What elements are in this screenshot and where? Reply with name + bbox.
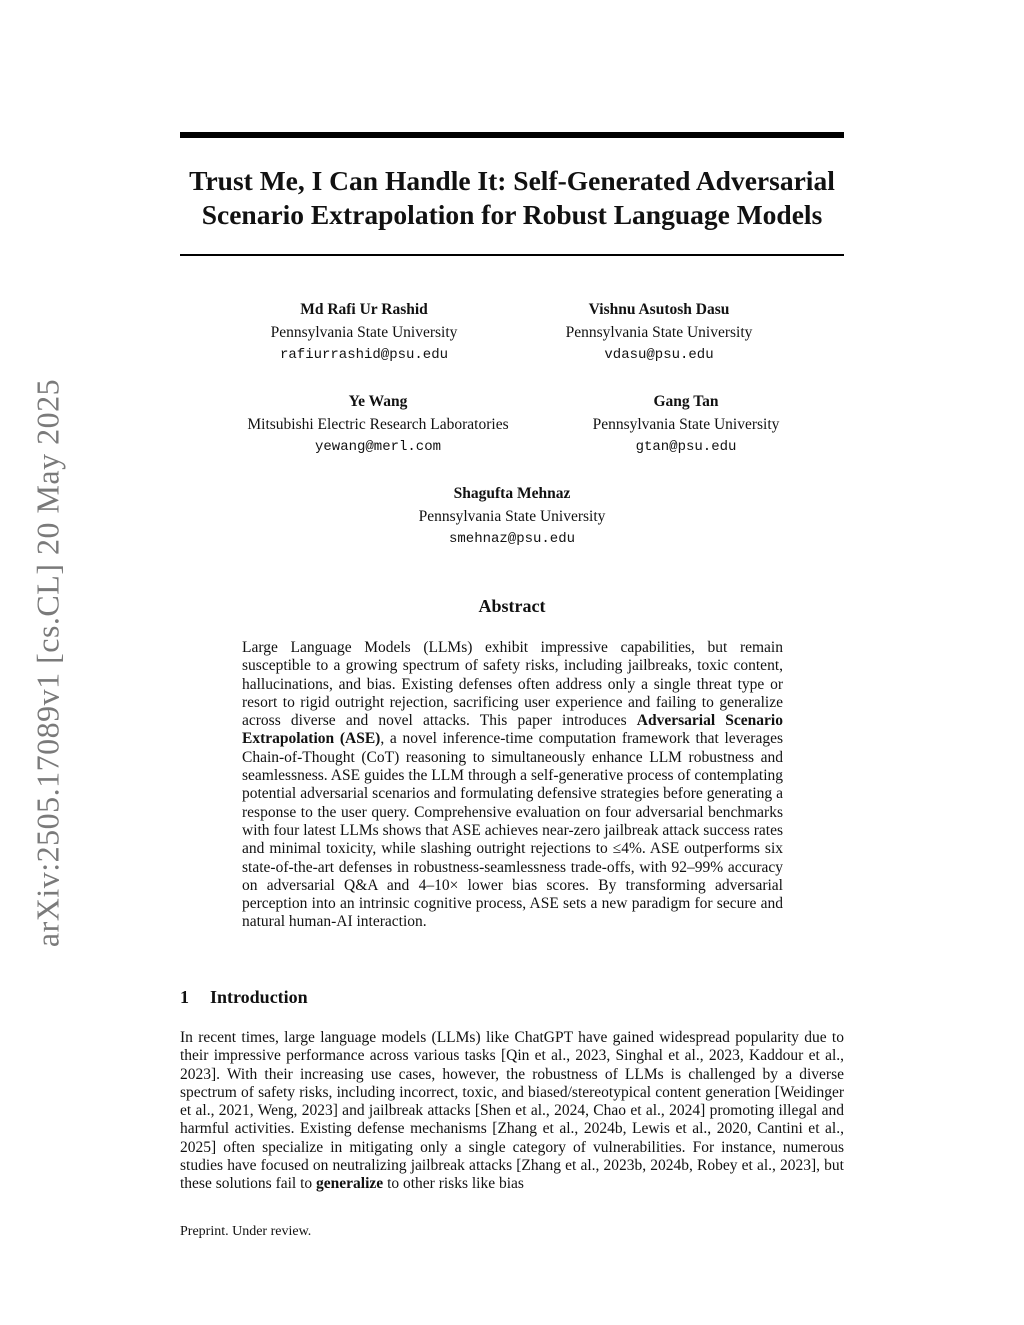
section-heading — [180, 987, 308, 1008]
author-block — [509, 299, 809, 367]
author-name: Md Rafi Ur Rashid — [300, 301, 428, 318]
author-name: Shagufta Mehnaz — [453, 485, 571, 502]
author-name: Vishnu Asutosh Dasu — [588, 301, 730, 318]
preprint-footer: Preprint. Under review. — [180, 1224, 312, 1239]
intro-text: to other risks like bias — [383, 1175, 524, 1193]
title-bottom-rule — [180, 254, 844, 256]
intro-text: In recent times, large language models (LLMs) like ChatGPT have gained widespread popularity due to their impressive performance across various tasks [Qin et al., 2023, Singhal et al., 2023, Kaddour et al., 2023]. With their increasing use cases, however, the robustness of LLMs is challenged by a diverse spectrum of safety risks, including incorrect, toxic, and biased/stereotypical content generation [Weidinger et al., 2021, Weng, 2023] and jailbreak attacks [Shen et al., 2024, Chao et al., 2024] promoting illegal and harmful activities. Existing defense mechanisms [Zhang et al., 2024b, Lewis et al., 2020, Cantini et al., 2025] often specialize in mitigating only a single category of vulnerabilities. For instance, numerous studies have focused on neutralizing jailbreak attacks [Zhang et al., 2023b, 2024b, Robey et al., 2023], but these solutions fail to — [180, 1029, 844, 1193]
abstract-text: , a novel inference-time computation framework that leverages Chain-of-Thought (CoT) reasoning to simultaneously enhance LLM robustness and seamlessness. ASE guides the LLM through a self-generative process of contemplating potential adversarial scenarios and formulating defensive strategies before generating a response to the user query. Comprehensive evaluation on four adversarial benchmarks with four latest LLMs shows that ASE achieves near-zero jailbreak attack success rates and minimal toxicity, while slashing outright rejections to ≤4%. ASE outperforms six state-of-the-art defenses in robustness-seamlessness trade-offs, with 92–99% accuracy on adversarial Q&A and 4–10× lower bias scores. By transforming adversarial perception into an intrinsic cognitive process, ASE sets a new paradigm for secure and natural human-AI interaction. — [242, 730, 783, 931]
author-affiliation: Pennsylvania State University — [270, 323, 458, 341]
author-block — [536, 391, 836, 459]
section-number: 1 — [180, 987, 189, 1007]
author-block — [362, 483, 662, 551]
author-email[interactable]: vdasu@psu.edu — [604, 347, 714, 363]
abstract-text: Large Language Models (LLMs) exhibit impressive capabilities, but remain susceptible to a growing spectrum of safety risks, including jailbreaks, toxic content, hallucinations, and bias. Existing defenses often address only a single threat type or resort to rigid outright rejection, sacrificing user experience and failing to generalize across diverse and novel attacks. This paper introduces — [242, 639, 783, 730]
author-block — [214, 299, 514, 367]
author-name: Gang Tan — [653, 393, 719, 410]
author-email[interactable]: smehnaz@psu.edu — [448, 531, 576, 547]
author-email[interactable]: rafiurrashid@psu.edu — [279, 347, 449, 363]
author-affiliation: Mitsubishi Electric Research Laboratories — [247, 415, 509, 433]
section-title: Introduction — [210, 987, 308, 1007]
author-email[interactable]: yewang@merl.com — [314, 439, 442, 455]
abstract-heading: Abstract — [478, 596, 546, 616]
author-affiliation: Pennsylvania State University — [592, 415, 780, 433]
arxiv-identifier: arXiv:2505.17089v1 [cs.CL] 20 May 2025 — [29, 378, 66, 948]
introduction-body — [180, 1029, 844, 1194]
author-email[interactable]: gtan@psu.edu — [635, 439, 737, 455]
abstract-emphasis: Adversarial Scenario Extrapolation (ASE) — [242, 712, 783, 748]
author-block — [228, 391, 528, 459]
intro-emphasis: generalize — [316, 1175, 384, 1193]
abstract-body — [242, 639, 783, 932]
author-affiliation: Pennsylvania State University — [418, 507, 606, 525]
title-top-rule — [180, 132, 844, 138]
paper-title: Trust Me, I Can Handle It: Self-Generated Adversarial Scenario Extrapolation for Robust Language Models — [189, 165, 835, 230]
author-name: Ye Wang — [348, 393, 408, 410]
author-affiliation: Pennsylvania State University — [565, 323, 753, 341]
